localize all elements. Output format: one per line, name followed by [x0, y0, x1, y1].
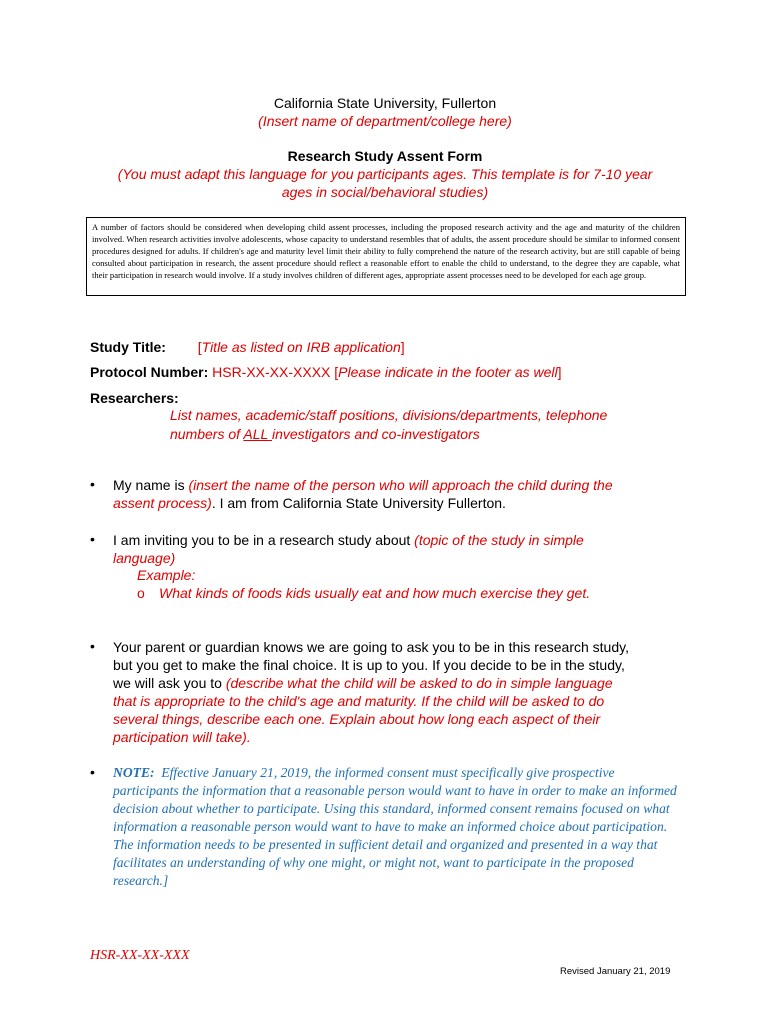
study-title-bracket-close: ]: [400, 339, 405, 355]
researchers-label: Researchers:: [90, 390, 179, 406]
department-placeholder: (Insert name of department/college here): [258, 113, 512, 129]
bullet-icon: •: [90, 531, 95, 547]
note-label: NOTE:: [113, 765, 155, 780]
assent-guidance-box: [86, 217, 686, 296]
researchers-instruction-line1: List names, academic/staff positions, divisions/departments, telephone: [170, 407, 608, 423]
protocol-number-row: [90, 364, 562, 380]
b1-red-line2: assent process): [113, 495, 212, 511]
b3-line3-red: (describe what the child will be asked to do in simple language: [225, 675, 613, 691]
protocol-note: Please indicate in the footer as well: [338, 364, 558, 380]
b1-post: . I am from California State University Fullerton.: [211, 495, 506, 511]
b1-red-line1: (insert the name of the person who will approach the child during the: [188, 477, 613, 493]
b2-pre: I am inviting you to be in a research study about: [113, 532, 415, 548]
study-title-row: [90, 339, 405, 355]
researchers-instruction-line2: [170, 426, 480, 442]
assent-guidance-text: A number of factors should be considered when developing child assent processes, including the proposed research activity and the age and maturity of the children involved. When research activities involve adolescents, whose capacity to understand resembles that of adults, the assent procedure should be similar to informed consent procedures designed for adults. If children's age and maturity level limit their ability to fully comprehend the nature of the research activity, but are still capable of being consulted about participation in research, the assent procedure should reflect a reasonable effort to enable the child to understand, to the degree they are capable, what their participation in research would involve. If a study involves children of different ages, appropriate assent processes need to be developed for each age group.: [92, 222, 680, 281]
bullet-icon: •: [90, 764, 95, 780]
adapt-instruction-line1: (You must adapt this language for you participants ages. This template is for 7-10 year: [117, 166, 653, 182]
b3-line6: participation will take).: [113, 729, 251, 745]
university-name: California State University, Fullerton: [273, 95, 497, 111]
b3-line2: but you get to make the final choice. It is up to you. If you decide to be in the study,: [113, 657, 625, 673]
bullet-icon: •: [90, 476, 95, 492]
note-text: Effective January 21, 2019, the informed consent must specifically give prospective participants the information that a reasonable person would want to have in order to make an informed decision about whether to participate. Using this standard, informed consent remains focused on what information a reasonable person would want to have to make an informed choice about participation. The information needs to be presented in sufficient detail and organized and presented in a way that facilitates an understanding of why one might, or might not, want to participate in the proposed research.]: [113, 765, 677, 888]
protocol-note-bracket-open: [: [334, 364, 339, 380]
study-title-label: Study Title:: [90, 339, 166, 355]
footer-revised-date: Revised January 21, 2019: [560, 966, 671, 977]
informed-consent-note: [113, 764, 678, 890]
b1-pre: My name is: [113, 477, 189, 493]
sub-bullet-icon: o: [137, 585, 145, 601]
b2-red-line2: language): [113, 550, 176, 566]
b3-line3-pre: we will ask you to: [113, 675, 226, 691]
bullet-parent-choice: [113, 638, 678, 746]
protocol-number-label: Protocol Number:: [90, 364, 209, 380]
adapt-instruction-line2: ages in social/behavioral studies): [281, 184, 489, 200]
form-title: Research Study Assent Form: [287, 148, 483, 164]
bullet-study-topic: [113, 531, 678, 567]
study-title-value: Title as listed on IRB application: [201, 339, 401, 355]
researchers-line2-pre: numbers of: [170, 426, 244, 442]
study-title-bracket-open: [: [197, 339, 202, 355]
researchers-all-emphasis: ALL: [243, 426, 272, 442]
bullet-icon: •: [90, 638, 95, 654]
bullet-name-intro: [113, 476, 678, 512]
researchers-line2-post: investigators and co-investigators: [271, 426, 480, 442]
b3-line5: several things, describe each one. Explain about how long each aspect of their: [113, 711, 601, 727]
footer-protocol-number: HSR-XX-XX-XXX: [90, 948, 190, 963]
b2-red-line1: (topic of the study in simple: [414, 532, 584, 548]
protocol-note-bracket-close: ]: [557, 364, 562, 380]
b3-line1: Your parent or guardian knows we are going to ask you to be in this research study,: [113, 639, 629, 655]
protocol-number-value: HSR-XX-XX-XXXX: [212, 364, 331, 380]
example-label: Example:: [137, 567, 196, 583]
b3-line4: that is appropriate to the child's age and maturity. If the child will be asked to do: [113, 693, 605, 709]
example-text: What kinds of foods kids usually eat and how much exercise they get.: [159, 585, 591, 601]
